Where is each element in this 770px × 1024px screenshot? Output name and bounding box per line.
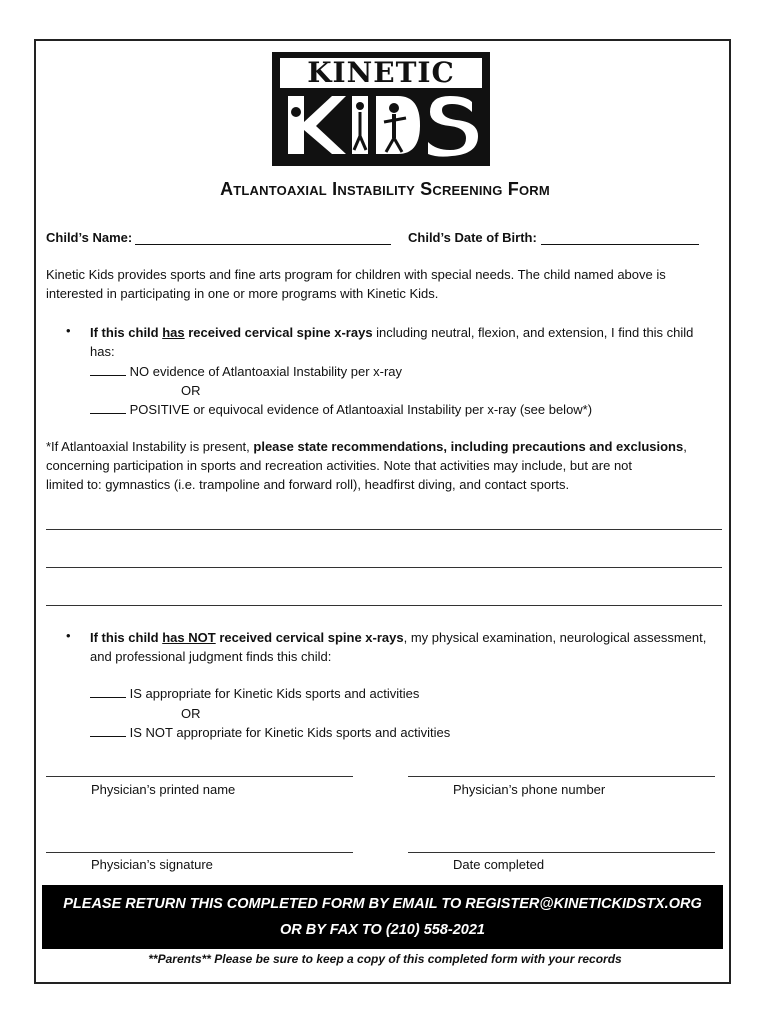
note-line2: concerning participation in sports and recreation activities. Note that activities may include, but are not xyxy=(46,458,633,473)
note-part1: *If Atlantoaxial Instability is present, xyxy=(46,439,254,454)
child-dob-label: Child’s Date of Birth: xyxy=(408,230,537,245)
section1-or: OR xyxy=(181,383,201,398)
banner-line-2: OR BY FAX TO (210) 558-2021 xyxy=(280,922,485,938)
return-instructions-banner xyxy=(42,885,723,949)
section2-option-2-text: IS NOT appropriate for Kinetic Kids sports and activities xyxy=(129,725,451,740)
logo-wordmark: KINETIC xyxy=(280,58,482,88)
kinetic-kids-logo xyxy=(272,52,490,166)
child-name-field[interactable] xyxy=(135,232,391,245)
phone-number-label: Physician’s phone number xyxy=(453,782,606,797)
bullet-2: • xyxy=(66,628,71,643)
intro-paragraph: Kinetic Kids provides sports and fine arts program for children with special needs. The child named above is interested in participating in one or more programs with Kinetic Kids. xyxy=(46,267,666,301)
section2-option-1 xyxy=(90,684,419,703)
section2-lead-underline: has NOT xyxy=(162,630,216,645)
section2-or: OR xyxy=(181,706,201,721)
section2-option-1-text: IS appropriate for Kinetic Kids sports and activities xyxy=(129,686,420,701)
note-part2: , xyxy=(683,439,687,454)
parents-footer-note: **Parents** Please be sure to keep a copy of this completed form with your records xyxy=(148,952,622,966)
section2-lead xyxy=(90,628,730,666)
note-line3: limited to: gymnastics (i.e. trampoline and forward roll), headfirst diving, and contact sports. xyxy=(46,477,570,492)
date-completed-label: Date completed xyxy=(453,857,545,872)
section1-option-1-blank[interactable] xyxy=(90,363,126,376)
logo-kids-graphic xyxy=(280,92,482,160)
section1-option-1 xyxy=(90,362,402,381)
bullet-1: • xyxy=(66,323,71,338)
section2-option-2-blank[interactable] xyxy=(90,724,126,737)
child-name-label: Child’s Name: xyxy=(46,230,133,245)
section1-lead xyxy=(90,323,730,361)
recommendation-line-1[interactable] xyxy=(46,529,722,530)
printed-name-line[interactable] xyxy=(46,776,353,777)
recommendation-line-3[interactable] xyxy=(46,605,722,606)
section2-lead-bold-b: received cervical spine x-rays xyxy=(215,630,404,645)
section1-option-1-text: NO evidence of Atlantoaxial Instability per x-ray xyxy=(129,364,403,379)
section1-option-2-blank[interactable] xyxy=(90,401,126,414)
kids-figures-icon xyxy=(280,92,482,160)
section1-lead-rest: including neutral, flexion, and extension, I find this child xyxy=(372,325,694,340)
note-bold: please state recommendations, including precautions and exclusions xyxy=(253,439,684,454)
recommendation-line-2[interactable] xyxy=(46,567,722,568)
banner-line-1: PLEASE RETURN THIS COMPLETED FORM BY EMAIL TO REGISTER@KINETICKIDSTX.ORG xyxy=(63,896,702,912)
recommendations-note xyxy=(46,437,736,494)
section1-option-2 xyxy=(90,400,592,419)
section1-lead-bold-b: received cervical spine x-rays xyxy=(184,325,373,340)
section1-lead-line2: has: xyxy=(90,344,115,359)
section2-lead-bold-a: If this child xyxy=(90,630,163,645)
section2-lead-rest: , my physical examination, neurological assessment, xyxy=(403,630,707,645)
date-completed-line[interactable] xyxy=(408,852,715,853)
section2-option-2 xyxy=(90,723,450,742)
section1-option-2-text: POSITIVE or equivocal evidence of Atlantoaxial Instability per x-ray (see below*) xyxy=(129,402,593,417)
signature-line[interactable] xyxy=(46,852,353,853)
signature-label: Physician’s signature xyxy=(91,857,213,872)
section1-lead-underline: has xyxy=(162,325,185,340)
printed-name-label: Physician’s printed name xyxy=(91,782,236,797)
phone-number-line[interactable] xyxy=(408,776,715,777)
section2-option-1-blank[interactable] xyxy=(90,685,126,698)
child-dob-field[interactable] xyxy=(541,232,699,245)
section2-lead-line2: and professional judgment finds this child: xyxy=(90,649,332,664)
section1-lead-bold-a: If this child xyxy=(90,325,163,340)
form-title: Atlantoaxial Instability Screening Form xyxy=(220,179,550,199)
